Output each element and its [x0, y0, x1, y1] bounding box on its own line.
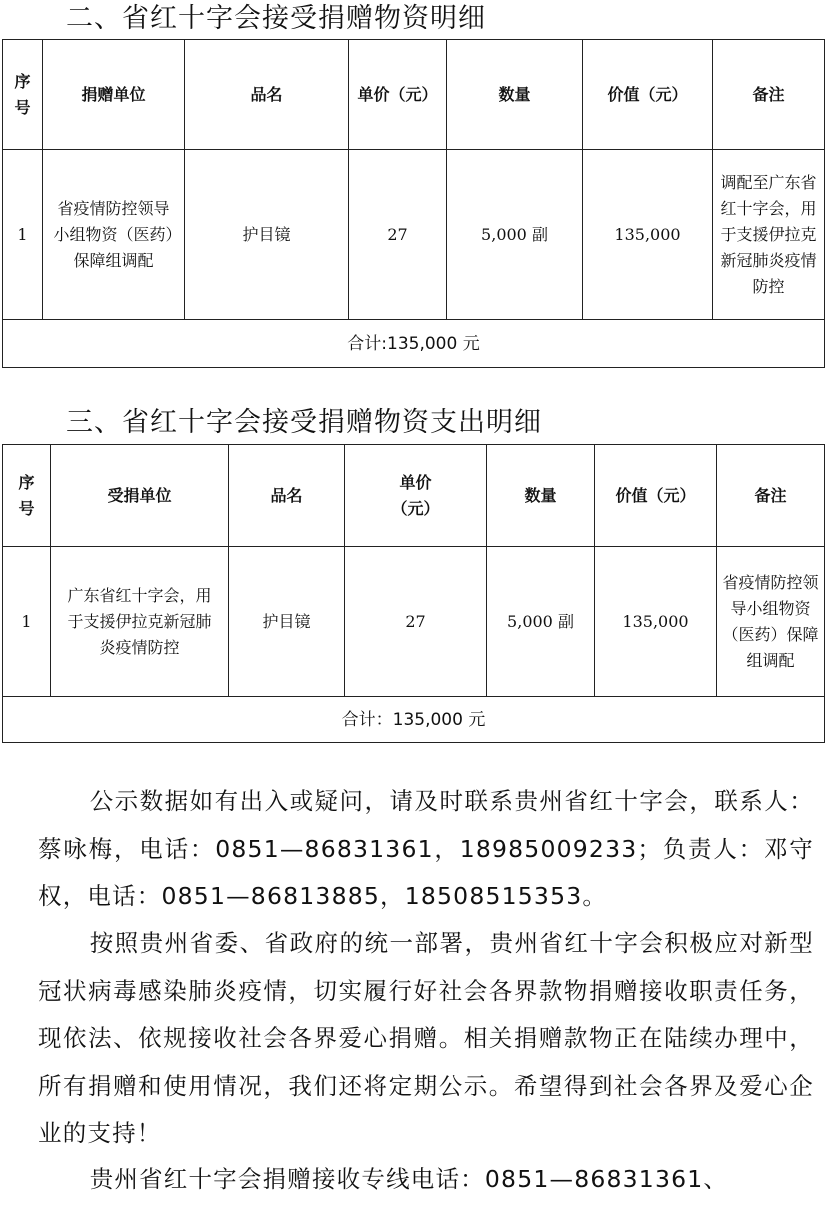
header-value: 价值（元）: [595, 445, 717, 547]
header-qty: 数量: [487, 445, 595, 547]
table-header-row: [3, 445, 825, 547]
header-item: 品名: [185, 40, 349, 150]
cell-note: 省疫情防控领导小组物资（医药）保障组调配: [717, 547, 825, 697]
total-row: [3, 320, 825, 368]
cell-index: 1: [3, 150, 43, 320]
header-index: 序号: [3, 40, 43, 150]
cell-price: 27: [349, 150, 447, 320]
cell-price: 27: [345, 547, 487, 697]
header-price: 单价（元）: [349, 40, 447, 150]
cell-value: 135,000: [595, 547, 717, 697]
cell-qty: 5,000 副: [447, 150, 583, 320]
header-value: 价值（元）: [583, 40, 713, 150]
header-index: 序号: [3, 445, 51, 547]
total-row: [3, 697, 825, 743]
cell-index: 1: [3, 547, 51, 697]
hotline-paragraph: 贵州省红十字会捐赠接收专线电话：0851—86831361、: [89, 1165, 729, 1193]
header-recipient: 受捐单位: [51, 445, 229, 547]
cell-recipient: 广东省红十字会，用于支援伊拉克新冠肺炎疫情防控: [51, 547, 229, 697]
header-donor: 捐赠单位: [43, 40, 185, 150]
policy-paragraph: 按照贵州省委、省政府的统一部署，贵州省红十字会积极应对新型冠状病毒感染肺炎疫情，切实履行好社会各界款物捐赠接收职责任务，现依法、依规接收社会各界爱心捐赠。相关捐赠款物正在陆续办理中，所有捐赠和使用情况，我们还将定期公示。希望得到社会各界及爱心企业的支持！: [38, 929, 814, 1147]
table-header-row: [3, 40, 825, 150]
header-qty: 数量: [447, 40, 583, 150]
total-cell: 合计:135,000 元: [3, 320, 825, 368]
header-note: 备注: [717, 445, 825, 547]
table-row: [3, 547, 825, 697]
total-cell: 合计：135,000 元: [3, 697, 825, 743]
contact-paragraph: 公示数据如有出入或疑问，请及时联系贵州省红十字会，联系人：蔡咏梅，电话：0851—86831361，18985009233；负责人：邓守权，电话：0851—86813885，18508515353。: [38, 787, 814, 910]
header-item: 品名: [229, 445, 345, 547]
cell-item: 护目镜: [229, 547, 345, 697]
section2-title: 二、省红十字会接受捐赠物资明细: [66, 3, 486, 34]
cell-qty: 5,000 副: [487, 547, 595, 697]
header-note: 备注: [713, 40, 825, 150]
cell-donor: 省疫情防控领导小组物资（医药）保障组调配: [43, 150, 185, 320]
header-price: 单价（元）: [345, 445, 487, 547]
cell-item: 护目镜: [185, 150, 349, 320]
cell-note: 调配至广东省红十字会，用于支援伊拉克新冠肺炎疫情防控: [713, 150, 825, 320]
cell-value: 135,000: [583, 150, 713, 320]
donation-received-table: [2, 39, 825, 368]
table-row: [3, 150, 825, 320]
donation-expenditure-table: [2, 444, 825, 743]
section3-title: 三、省红十字会接受捐赠物资支出明细: [66, 407, 542, 438]
